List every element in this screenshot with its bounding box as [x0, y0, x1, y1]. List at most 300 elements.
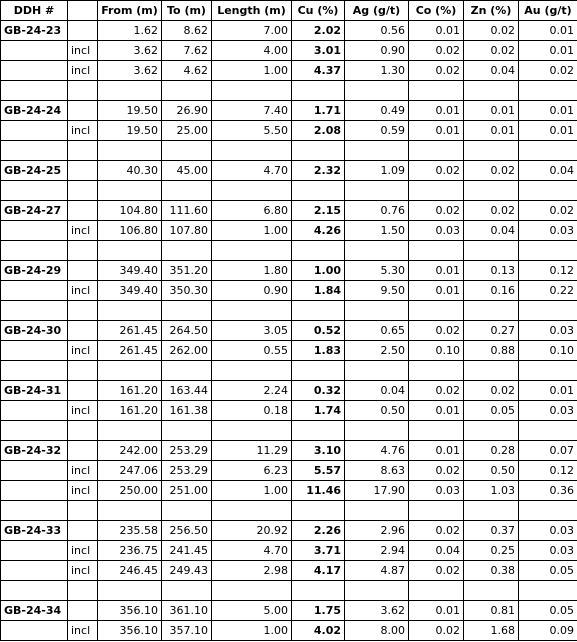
to-cell: 351.20: [162, 261, 212, 281]
zn-cell: 0.01: [464, 121, 519, 141]
ddh-cell: [1, 541, 68, 561]
spacer-row: [1, 301, 577, 321]
au-cell: 0.04: [519, 161, 577, 181]
empty-cell: [292, 141, 345, 161]
co-cell: 0.03: [409, 481, 464, 501]
from-cell: 3.62: [98, 41, 162, 61]
ag-cell: 17.90: [345, 481, 409, 501]
empty-cell: [212, 81, 292, 101]
length-cell: 1.00: [212, 481, 292, 501]
empty-cell: [292, 581, 345, 601]
spacer-row: [1, 81, 577, 101]
empty-cell: [292, 241, 345, 261]
length-cell: 0.55: [212, 341, 292, 361]
from-cell: 261.45: [98, 341, 162, 361]
cu-cell: 4.37: [292, 61, 345, 81]
from-cell: 356.10: [98, 601, 162, 621]
empty-cell: [162, 141, 212, 161]
table-row: [1, 41, 577, 61]
cu-cell: 0.32: [292, 381, 345, 401]
cu-cell: 4.17: [292, 561, 345, 581]
to-cell: 264.50: [162, 321, 212, 341]
cu-cell: 11.46: [292, 481, 345, 501]
empty-cell: [212, 181, 292, 201]
ag-cell: 1.09: [345, 161, 409, 181]
interval-label-cell: incl: [68, 621, 98, 641]
zn-cell: 0.13: [464, 261, 519, 281]
to-cell: 241.45: [162, 541, 212, 561]
au-cell: 0.07: [519, 441, 577, 461]
empty-cell: [519, 301, 577, 321]
length-cell: 1.00: [212, 221, 292, 241]
ag-cell: 4.87: [345, 561, 409, 581]
empty-cell: [68, 361, 98, 381]
zn-cell: 1.68: [464, 621, 519, 641]
empty-cell: [464, 141, 519, 161]
zn-cell: 0.81: [464, 601, 519, 621]
table-row: [1, 561, 577, 581]
empty-cell: [464, 241, 519, 261]
empty-cell: [409, 301, 464, 321]
empty-cell: [1, 581, 68, 601]
zn-cell: 0.38: [464, 561, 519, 581]
ddh-header: DDH #: [1, 1, 68, 21]
zn-header: Zn (%): [464, 1, 519, 21]
empty-cell: [98, 581, 162, 601]
length-cell: 4.70: [212, 541, 292, 561]
to-cell: 357.10: [162, 621, 212, 641]
empty-cell: [212, 581, 292, 601]
table-row: [1, 101, 577, 121]
cu-cell: 1.71: [292, 101, 345, 121]
cu-cell: 2.08: [292, 121, 345, 141]
length-cell: 3.05: [212, 321, 292, 341]
empty-cell: [212, 141, 292, 161]
zn-cell: 0.27: [464, 321, 519, 341]
au-cell: 0.10: [519, 341, 577, 361]
interval-label-cell: incl: [68, 41, 98, 61]
from-cell: 40.30: [98, 161, 162, 181]
table-row: [1, 61, 577, 81]
au-cell: 0.05: [519, 561, 577, 581]
empty-cell: [68, 81, 98, 101]
cu-cell: 2.32: [292, 161, 345, 181]
to-cell: 45.00: [162, 161, 212, 181]
to-cell: 8.62: [162, 21, 212, 41]
empty-cell: [292, 501, 345, 521]
table-row: [1, 161, 577, 181]
empty-cell: [409, 241, 464, 261]
au-cell: 0.03: [519, 401, 577, 421]
au-cell: 0.01: [519, 101, 577, 121]
table-row: [1, 121, 577, 141]
interval-label-cell: incl: [68, 481, 98, 501]
from-cell: 261.45: [98, 321, 162, 341]
empty-cell: [519, 581, 577, 601]
empty-cell: [98, 181, 162, 201]
zn-cell: 0.04: [464, 61, 519, 81]
empty-cell: [409, 181, 464, 201]
to-cell: 256.50: [162, 521, 212, 541]
to-cell: 161.38: [162, 401, 212, 421]
from-cell: 104.80: [98, 201, 162, 221]
from-cell: 349.40: [98, 261, 162, 281]
empty-cell: [98, 141, 162, 161]
length-cell: 5.50: [212, 121, 292, 141]
interval-label-cell: [68, 21, 98, 41]
empty-cell: [519, 141, 577, 161]
empty-cell: [519, 421, 577, 441]
au-cell: 0.02: [519, 61, 577, 81]
cu-cell: 0.52: [292, 321, 345, 341]
au-cell: 0.01: [519, 41, 577, 61]
table-row: [1, 221, 577, 241]
length-cell: 1.00: [212, 621, 292, 641]
zn-cell: 0.02: [464, 41, 519, 61]
empty-cell: [292, 81, 345, 101]
ag-header: Ag (g/t): [345, 1, 409, 21]
ddh-cell: [1, 341, 68, 361]
zn-cell: 0.05: [464, 401, 519, 421]
ddh-cell: GB-24-30: [1, 321, 68, 341]
co-header: Co (%): [409, 1, 464, 21]
empty-cell: [98, 81, 162, 101]
interval-label-cell: incl: [68, 221, 98, 241]
spacer-row: [1, 141, 577, 161]
cu-cell: 3.71: [292, 541, 345, 561]
au-cell: 0.01: [519, 121, 577, 141]
empty-cell: [98, 361, 162, 381]
ag-cell: 0.90: [345, 41, 409, 61]
length-cell: 0.18: [212, 401, 292, 421]
empty-cell: [345, 581, 409, 601]
header-row: [1, 1, 577, 21]
zn-cell: 0.50: [464, 461, 519, 481]
ag-cell: 0.65: [345, 321, 409, 341]
ddh-cell: GB-24-23: [1, 21, 68, 41]
empty-cell: [98, 241, 162, 261]
empty-cell: [162, 421, 212, 441]
empty-cell: [1, 141, 68, 161]
cu-cell: 2.15: [292, 201, 345, 221]
ddh-cell: [1, 401, 68, 421]
length-cell: 0.90: [212, 281, 292, 301]
empty-cell: [409, 81, 464, 101]
au-header: Au (g/t): [519, 1, 577, 21]
from-cell: 235.58: [98, 521, 162, 541]
from-cell: 349.40: [98, 281, 162, 301]
interval-label-cell: [68, 521, 98, 541]
empty-cell: [464, 581, 519, 601]
empty-cell: [212, 301, 292, 321]
co-cell: 0.02: [409, 461, 464, 481]
ag-cell: 3.62: [345, 601, 409, 621]
co-cell: 0.02: [409, 521, 464, 541]
table-row: [1, 201, 577, 221]
zn-cell: 1.03: [464, 481, 519, 501]
to-cell: 107.80: [162, 221, 212, 241]
table-row: [1, 281, 577, 301]
from-cell: 161.20: [98, 381, 162, 401]
interval-label-cell: incl: [68, 281, 98, 301]
empty-cell: [162, 241, 212, 261]
length-cell: 2.98: [212, 561, 292, 581]
spacer-row: [1, 421, 577, 441]
from-cell: 247.06: [98, 461, 162, 481]
empty-cell: [519, 241, 577, 261]
ddh-cell: GB-24-24: [1, 101, 68, 121]
co-cell: 0.01: [409, 21, 464, 41]
cu-cell: 1.00: [292, 261, 345, 281]
length-header: Length (m): [212, 1, 292, 21]
cu-cell: 5.57: [292, 461, 345, 481]
ddh-cell: [1, 481, 68, 501]
interval-label-cell: incl: [68, 561, 98, 581]
interval-label-cell: incl: [68, 61, 98, 81]
co-cell: 0.01: [409, 281, 464, 301]
empty-cell: [345, 81, 409, 101]
co-cell: 0.01: [409, 401, 464, 421]
empty-cell: [98, 421, 162, 441]
zn-cell: 0.01: [464, 101, 519, 121]
length-cell: 11.29: [212, 441, 292, 461]
ag-cell: 0.04: [345, 381, 409, 401]
au-cell: 0.12: [519, 461, 577, 481]
length-cell: 4.00: [212, 41, 292, 61]
cu-cell: 1.75: [292, 601, 345, 621]
empty-cell: [68, 581, 98, 601]
length-cell: 1.80: [212, 261, 292, 281]
table-row: [1, 381, 577, 401]
to-cell: 251.00: [162, 481, 212, 501]
ddh-cell: [1, 121, 68, 141]
empty-cell: [68, 421, 98, 441]
to-cell: 361.10: [162, 601, 212, 621]
table-header: [1, 1, 577, 21]
empty-cell: [345, 241, 409, 261]
length-cell: 20.92: [212, 521, 292, 541]
empty-cell: [345, 361, 409, 381]
ag-cell: 0.56: [345, 21, 409, 41]
ag-cell: 5.30: [345, 261, 409, 281]
empty-cell: [345, 501, 409, 521]
interval-label-cell: [68, 601, 98, 621]
empty-cell: [162, 361, 212, 381]
ddh-cell: GB-24-29: [1, 261, 68, 281]
au-cell: 0.01: [519, 381, 577, 401]
au-cell: 0.03: [519, 321, 577, 341]
interval-label-cell: [68, 101, 98, 121]
interval-label-cell: incl: [68, 401, 98, 421]
table-row: [1, 541, 577, 561]
ddh-cell: GB-24-25: [1, 161, 68, 181]
table-row: [1, 481, 577, 501]
length-cell: 4.70: [212, 161, 292, 181]
empty-cell: [409, 421, 464, 441]
ddh-cell: GB-24-27: [1, 201, 68, 221]
cu-cell: 2.02: [292, 21, 345, 41]
interval-label-cell: incl: [68, 541, 98, 561]
co-cell: 0.02: [409, 61, 464, 81]
empty-cell: [1, 301, 68, 321]
from-cell: 3.62: [98, 61, 162, 81]
co-cell: 0.01: [409, 101, 464, 121]
ag-cell: 4.76: [345, 441, 409, 461]
spacer-row: [1, 181, 577, 201]
ddh-cell: [1, 41, 68, 61]
empty-cell: [464, 501, 519, 521]
empty-cell: [409, 581, 464, 601]
ag-cell: 2.94: [345, 541, 409, 561]
empty-cell: [292, 181, 345, 201]
from-cell: 161.20: [98, 401, 162, 421]
empty-cell: [1, 81, 68, 101]
table-row: [1, 21, 577, 41]
to-cell: 253.29: [162, 441, 212, 461]
empty-cell: [464, 301, 519, 321]
au-cell: 0.09: [519, 621, 577, 641]
ag-cell: 0.50: [345, 401, 409, 421]
ag-cell: 0.76: [345, 201, 409, 221]
empty-cell: [519, 501, 577, 521]
empty-cell: [162, 581, 212, 601]
length-cell: 2.24: [212, 381, 292, 401]
table-body: [1, 21, 577, 641]
ag-cell: 9.50: [345, 281, 409, 301]
empty-cell: [68, 141, 98, 161]
empty-cell: [464, 421, 519, 441]
zn-cell: 0.16: [464, 281, 519, 301]
zn-cell: 0.37: [464, 521, 519, 541]
spacer-row: [1, 581, 577, 601]
empty-cell: [464, 361, 519, 381]
to-cell: 4.62: [162, 61, 212, 81]
empty-cell: [68, 181, 98, 201]
table-row: [1, 401, 577, 421]
to-cell: 25.00: [162, 121, 212, 141]
au-cell: 0.01: [519, 21, 577, 41]
from-cell: 246.45: [98, 561, 162, 581]
zn-cell: 0.25: [464, 541, 519, 561]
from-header: From (m): [98, 1, 162, 21]
interval-label-cell: [68, 321, 98, 341]
empty-cell: [98, 501, 162, 521]
ddh-cell: [1, 461, 68, 481]
empty-cell: [68, 241, 98, 261]
length-cell: 1.00: [212, 61, 292, 81]
ag-cell: 0.49: [345, 101, 409, 121]
cu-header: Cu (%): [292, 1, 345, 21]
table-row: [1, 601, 577, 621]
empty-cell: [409, 501, 464, 521]
empty-cell: [292, 301, 345, 321]
from-cell: 106.80: [98, 221, 162, 241]
empty-cell: [162, 301, 212, 321]
cu-cell: 2.26: [292, 521, 345, 541]
table-row: [1, 461, 577, 481]
length-cell: 6.80: [212, 201, 292, 221]
empty-cell: [409, 361, 464, 381]
to-cell: 7.62: [162, 41, 212, 61]
from-cell: 242.00: [98, 441, 162, 461]
label-header: [68, 1, 98, 21]
empty-cell: [519, 81, 577, 101]
empty-cell: [345, 421, 409, 441]
cu-cell: 1.83: [292, 341, 345, 361]
empty-cell: [162, 181, 212, 201]
empty-cell: [98, 301, 162, 321]
co-cell: 0.02: [409, 161, 464, 181]
empty-cell: [1, 421, 68, 441]
table-row: [1, 441, 577, 461]
au-cell: 0.03: [519, 521, 577, 541]
empty-cell: [345, 141, 409, 161]
co-cell: 0.01: [409, 441, 464, 461]
co-cell: 0.02: [409, 621, 464, 641]
co-cell: 0.10: [409, 341, 464, 361]
co-cell: 0.02: [409, 321, 464, 341]
ddh-cell: GB-24-33: [1, 521, 68, 541]
empty-cell: [345, 301, 409, 321]
cu-cell: 3.10: [292, 441, 345, 461]
interval-label-cell: incl: [68, 121, 98, 141]
to-cell: 163.44: [162, 381, 212, 401]
from-cell: 1.62: [98, 21, 162, 41]
co-cell: 0.02: [409, 561, 464, 581]
zn-cell: 0.02: [464, 381, 519, 401]
empty-cell: [162, 81, 212, 101]
interval-label-cell: incl: [68, 461, 98, 481]
au-cell: 0.36: [519, 481, 577, 501]
cu-cell: 1.84: [292, 281, 345, 301]
ddh-cell: [1, 561, 68, 581]
length-cell: 6.23: [212, 461, 292, 481]
au-cell: 0.02: [519, 201, 577, 221]
empty-cell: [212, 361, 292, 381]
interval-label-cell: [68, 201, 98, 221]
empty-cell: [212, 501, 292, 521]
ddh-cell: [1, 221, 68, 241]
from-cell: 19.50: [98, 101, 162, 121]
to-header: To (m): [162, 1, 212, 21]
empty-cell: [519, 181, 577, 201]
co-cell: 0.01: [409, 261, 464, 281]
ag-cell: 8.63: [345, 461, 409, 481]
ddh-cell: [1, 281, 68, 301]
ddh-cell: [1, 61, 68, 81]
to-cell: 26.90: [162, 101, 212, 121]
interval-label-cell: [68, 161, 98, 181]
interval-label-cell: [68, 441, 98, 461]
empty-cell: [1, 501, 68, 521]
empty-cell: [464, 81, 519, 101]
cu-cell: 4.26: [292, 221, 345, 241]
interval-label-cell: incl: [68, 341, 98, 361]
to-cell: 262.00: [162, 341, 212, 361]
empty-cell: [1, 361, 68, 381]
to-cell: 249.43: [162, 561, 212, 581]
to-cell: 350.30: [162, 281, 212, 301]
co-cell: 0.01: [409, 601, 464, 621]
empty-cell: [162, 501, 212, 521]
zn-cell: 0.02: [464, 201, 519, 221]
ag-cell: 8.00: [345, 621, 409, 641]
co-cell: 0.01: [409, 121, 464, 141]
au-cell: 0.22: [519, 281, 577, 301]
ddh-cell: [1, 621, 68, 641]
to-cell: 111.60: [162, 201, 212, 221]
ddh-cell: GB-24-32: [1, 441, 68, 461]
